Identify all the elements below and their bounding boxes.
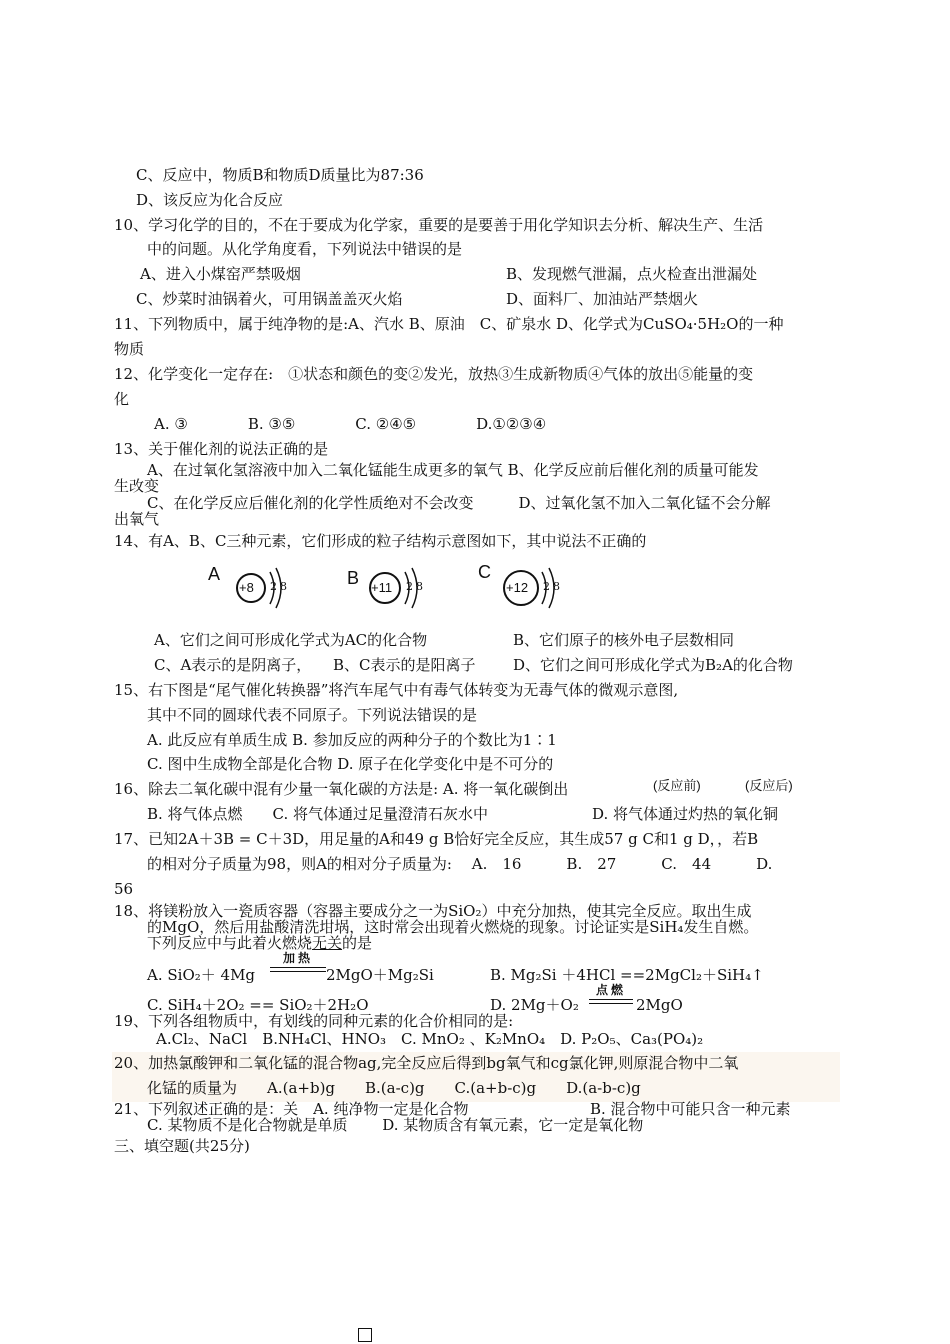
heating-condition-sign: 加热 — [270, 950, 326, 972]
atom-label: C — [478, 562, 491, 582]
atom-shells-icon — [476, 560, 596, 620]
shell-2-count: 8 — [280, 580, 287, 593]
q16-option-d: D. 将气体通过灼热的氧化铜 — [592, 805, 779, 823]
q19-options: A.Cl₂、NaCl B.NH₄Cl、HNO₃ C. MnO₂ 、K₂MnO₄ D. P₂O₅、Ca₃(PO₄)₂ — [156, 1030, 704, 1048]
q16-options-bc: B. 将气体点燃 C. 将气体通过足量澄清石灰水中 — [147, 805, 489, 823]
q17-stem: 17、已知2A＋3B = C＋3D，用足量的A和49 g B恰好完全反应，其生成57 g C和1 g D，，若B — [114, 830, 759, 848]
q14-stem: 14、有A、B、C三种元素，它们形成的粒子结构示意图如下，其中说法不正确的 — [114, 532, 647, 550]
section-title: 三、填空题(共25分) — [114, 1137, 250, 1155]
nucleus-charge: +11 — [371, 580, 393, 595]
q12-options: A. ③ B. ③⑤ C. ②④⑤ D.①②③④ — [154, 415, 547, 433]
q14-option-a: A、它们之间可形成化学式为AC的化合物 — [154, 631, 428, 649]
atom-label: A — [208, 564, 221, 584]
q18-option-a-left: A. SiO₂＋ 4Mg — [147, 966, 256, 984]
q20-options: 化锰的质量为 A.(a+b)g B.(a-c)g C.(a+b-c)g D.(a-b-c)g — [147, 1079, 641, 1097]
shell-2-count: 8 — [416, 580, 423, 593]
q14-option-d: D、它们之间可形成化学式为B₂A的化合物 — [513, 656, 793, 674]
shell-2-count: 8 — [553, 580, 560, 593]
q18-question: 下列反应中与此着火燃烧无关的是 — [147, 934, 373, 952]
q18-option-d-left: D. 2Mg＋O₂ — [490, 996, 579, 1014]
q15-stem: 15、右下图是“尾气催化转换器”将汽车尾气中有毒气体转变为无毒气体的微观示意图, — [114, 681, 679, 699]
q18-option-d-right: 2MgO — [636, 996, 683, 1014]
q21-options-cd: C. 某物质不是化合物就是单质 D. 某物质含有氧元素，它一定是氧化物 — [147, 1116, 644, 1134]
q18-option-c: C. SiH₄＋2O₂ == SiO₂＋2H₂O — [147, 996, 369, 1014]
q11-stem: 11、下列物质中，属于纯净物的是:A、汽水 B、原油 C、矿泉水 D、化学式为CuSO₄·5H₂O的一种 — [114, 315, 784, 333]
q10-option-d: D、面料厂、加油站严禁烟火 — [506, 290, 699, 308]
atom-shells-icon — [206, 560, 326, 620]
q12-stem-cont: 化 — [114, 390, 130, 408]
ignition-condition-sign: 点燃 — [589, 982, 633, 1004]
q13-option-ab: A、在过氧化氢溶液中加入二氧化锰能生成更多的氧气 B、化学反应前后催化剂的质量可能发 — [147, 461, 759, 479]
shell-1-count: 2 — [270, 580, 277, 593]
q13-stem: 13、关于催化剂的说法正确的是 — [114, 440, 329, 458]
q19-stem: 19、下列各组物质中，有划线的同种元素的化合价相同的是: — [114, 1012, 514, 1030]
q10-option-a: A、进入小煤窑严禁吸烟 — [140, 265, 301, 283]
q17-stem-cont: 的相对分子质量为98，则A的相对分子质量为: A. 16 B. 27 C. 44 D. — [147, 855, 773, 873]
q10-option-c: C、炒菜时油锅着火，可用锅盖盖灭火焰 — [136, 290, 403, 308]
q18-option-b: B. Mg₂Si ＋4HCl ==2MgCl₂＋SiH₄↑ — [490, 966, 764, 984]
q16-stem: 16、除去二氧化碳中混有少量一氧化碳的方法是: A. 将一氧化碳倒出 — [114, 780, 569, 798]
shell-1-count: 2 — [543, 580, 550, 593]
q14-option-c-cont: B、C表示的是阳离子 — [333, 656, 476, 674]
atom-diagram-c — [476, 560, 596, 620]
underlined-keyword: 无关 — [312, 934, 343, 952]
q15-option-cd: C. 图中生成物全部是化合物 D. 原子在化学变化中是不可分的 — [147, 755, 554, 773]
shell-1-count: 2 — [406, 580, 413, 593]
q14-option-c: C、A表示的是阴离子， — [154, 656, 312, 674]
diagram-caption-before: (反应前) — [653, 778, 701, 793]
q10-stem: 10、学习化学的目的，不在于要成为化学家，重要的是要善于用化学知识去分析、解决生产、生活 — [114, 216, 764, 234]
q13-option-b-cont: 生改变 — [114, 477, 160, 495]
atom-label: B — [347, 568, 360, 588]
q12-stem: 12、化学变化一定存在: ①状态和颜色的变②发光，放热③生成新物质④气体的放出⑤能量的变 — [114, 365, 754, 383]
q10-stem-cont: 中的问题。从化学角度看，下列说法中错误的是 — [147, 240, 463, 258]
nucleus-charge: +8 — [239, 580, 254, 595]
atom-diagram-a — [206, 560, 326, 620]
q11-stem-cont: 物质 — [114, 340, 145, 358]
q21-stem: 21、下列叙述正确的是：关 A. 纯净物一定是化合物 — [114, 1100, 469, 1118]
q15-stem-cont: 其中不同的圆球代表不同原子。下列说法错误的是 — [147, 706, 478, 724]
q14-option-b: B、它们原子的核外电子层数相同 — [513, 631, 735, 649]
atom-diagram-b — [345, 560, 465, 620]
q13-option-cd: C、在化学反应后催化剂的化学性质绝对不会改变 D、过氧化氢不加入二氧化锰不会分解 — [147, 494, 771, 512]
q13-option-d-cont: 出氧气 — [114, 510, 160, 528]
q18-stem-cont: 的MgO，然后用盐酸清洗坩埚，这时常会出现着火燃烧的现象。讨论证实是SiH₄发生自燃。 — [147, 918, 759, 936]
nucleus-charge: +12 — [506, 580, 529, 595]
q9-option-c: C、反应中，物质B和物质D质量比为87:36 — [136, 166, 424, 184]
diagram-caption-after: (反应后) — [745, 778, 793, 793]
q18-stem: 18、将镁粉放入一瓷质容器（容器主要成分之一为SiO₂）中充分加热，使其完全反应。取出生成 — [114, 902, 752, 920]
q21-option-b: B. 混合物中可能只含一种元素 — [590, 1100, 791, 1118]
q9-option-d: D、该反应为化合反应 — [136, 191, 284, 209]
q18-option-a-right: 2MgO＋Mg₂Si — [326, 966, 434, 984]
q20-stem: 20、加热氯酸钾和二氧化锰的混合物ag,完全反应后得到bg氧气和cg氯化钾,则原混合物中二氧 — [114, 1054, 739, 1072]
atom-shells-icon — [345, 560, 465, 620]
q15-option-ab: A. 此反应有单质生成 B. 参加反应的两种分子的个数比为1∶1 — [147, 731, 557, 749]
page-marker-icon — [358, 1328, 372, 1342]
q17-option-d-value: 56 — [114, 880, 134, 898]
q10-option-b: B、发现燃气泄漏，点火检查出泄漏处 — [506, 265, 758, 283]
